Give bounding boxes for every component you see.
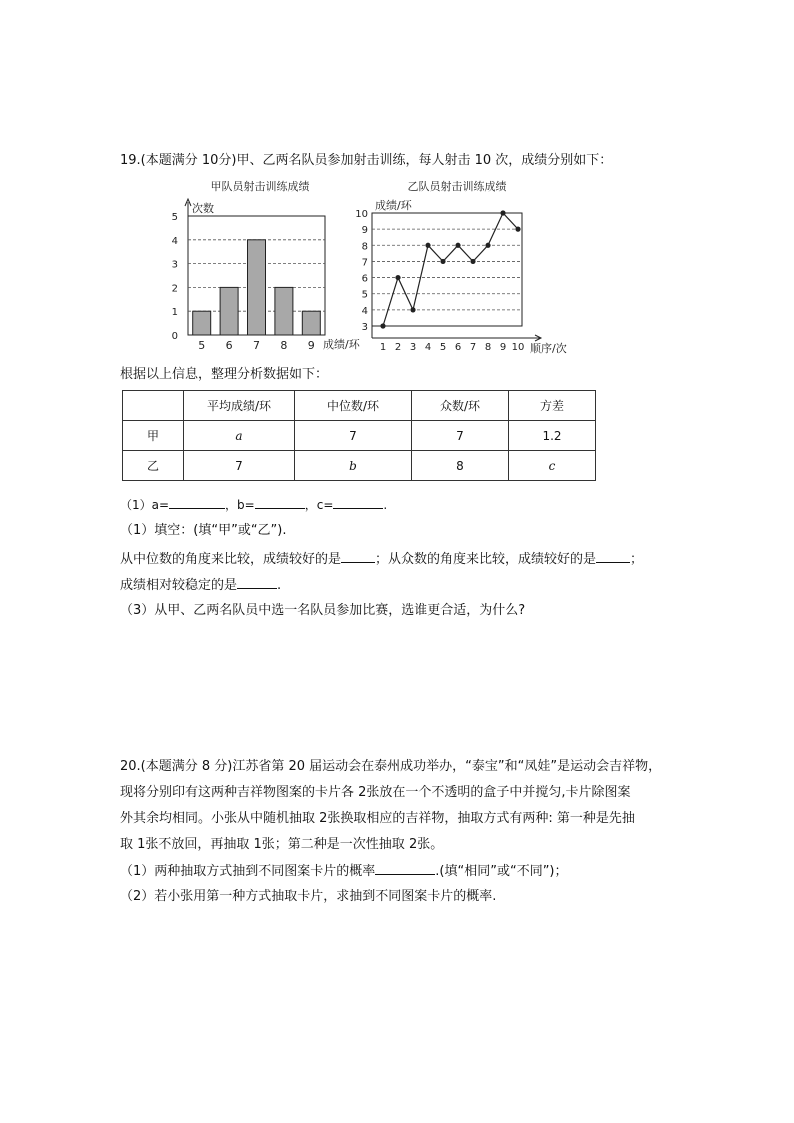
part2-text-end: . [277,578,282,593]
answer-blank-stable[interactable] [237,576,277,589]
x-tick-label: 5 [439,342,447,353]
data-point [395,275,400,280]
data-point [515,227,520,232]
x-tick-label: 10 [511,342,525,353]
answer-blank-c[interactable] [333,496,383,509]
table-header-row [123,391,596,421]
y-tick-label: 0 [171,331,178,342]
chart-title: 甲队员射击训练成绩 [210,180,310,193]
bar [302,311,320,335]
q19-part2-line1 [120,550,643,569]
answer-blank-median[interactable] [341,550,375,563]
data-point [500,210,505,215]
y-axis-label: 次数 [192,202,214,215]
row-name: 甲 [123,421,184,451]
q20-part1-end: .(填“相同”或“不同”)； [435,864,568,879]
x-tick-label: 8 [280,339,288,352]
data-point [455,243,460,248]
table-cell: 1.2 [509,421,596,451]
table-cell: 7 [184,451,295,481]
part1-prefix: （1）a= [120,498,170,512]
y-tick-label: 4 [361,305,368,317]
bar [220,287,238,335]
q20-line2: 现将分别印有这两种吉祥物图案的卡片各 2张放在一个不透明的盒子中并搅匀,卡片除图案 [120,785,631,800]
table-header-cell: 众数/环 [412,391,509,421]
x-tick-label: 7 [469,342,477,353]
part1-mid1: ，b= [225,498,255,512]
q20-part2: （2）若小张用第一种方式抽取卡片，求抽到不同图案卡片的概率. [120,889,497,904]
series-line [383,213,518,326]
table-row [123,451,596,481]
bar [193,311,211,335]
stats-table [122,390,596,481]
q20-part1 [120,862,568,881]
table-cell: 7 [412,421,509,451]
plot-frame [372,213,522,326]
x-tick-label: 4 [424,342,432,353]
part1-end: . [383,498,388,512]
y-tick-label: 7 [361,257,368,269]
x-tick-label: 6 [454,342,462,353]
data-point [410,307,415,312]
table-header-cell: 方差 [509,391,596,421]
data-point [440,259,445,264]
q19-part1 [120,496,387,514]
chart-jia-bar [165,178,360,353]
x-tick-label: 5 [198,339,206,352]
q19-part2-line2 [120,576,281,595]
y-tick-label: 3 [171,259,178,271]
y-tick-label: 3 [361,322,368,333]
x-axis-label: 成绩/环 [323,338,360,351]
y-tick-label: 2 [171,283,178,295]
x-axis-label: 顺序/次 [530,342,567,355]
q20-line4: 取 1张不放回，再抽取 1张；第二种是一次性抽取 2张。 [120,837,444,852]
y-tick-label: 8 [361,241,368,253]
q19-part2: （1）填空：(填“甲”或“乙”). [120,523,287,538]
x-tick-label: 8 [484,342,492,353]
answer-blank-mode[interactable] [596,550,630,563]
chart-yi-line [352,178,587,353]
q20-part1-text: （1）两种抽取方式抽到不同图案卡片的概率 [120,864,376,879]
table-header-cell: 中位数/环 [295,391,412,421]
x-tick-label: 9 [499,342,507,353]
y-tick-label: 5 [361,289,368,301]
x-tick-label: 9 [307,339,315,352]
answer-blank-a[interactable] [169,496,225,509]
answer-blank-b[interactable] [255,496,305,509]
data-point [485,243,490,248]
q19-part3: （3）从甲、乙两名队员中选一名队员参加比赛，选谁更合适，为什么? [120,603,526,618]
part2-text-c: ； [630,552,644,567]
y-tick-label: 9 [361,225,368,237]
chart-title: 乙队员射击训练成绩 [407,180,507,193]
x-tick-label: 7 [253,339,260,352]
part2-text-b: ；从众数的角度来比较，成绩较好的是 [375,552,597,567]
q20-line1: 20.(本题满分 8 分)江苏省第 20 届运动会在泰州成功举办，“泰宝”和“凤娃”是运动会吉祥物， [120,759,662,774]
table-cell: c [509,451,596,481]
x-tick-label: 6 [225,339,233,352]
q20-line3: 外其余均相同。小张从中随机抽取 2张换取相应的吉祥物，抽取方式有两种: 第一种是先抽 [120,811,635,826]
q19-intro: 根据以上信息，整理分析数据如下： [120,367,329,382]
row-name: 乙 [123,451,184,481]
x-tick-label: 2 [394,342,402,353]
table-header-cell: 平均成绩/环 [184,391,295,421]
answer-blank-prob[interactable] [375,862,435,875]
part1-mid2: ，c= [304,498,334,512]
data-point [470,259,475,264]
table-cell: 8 [412,451,509,481]
y-tick-label: 6 [361,273,368,285]
bar [275,287,293,335]
y-axis-label: 成绩/环 [375,199,412,212]
y-tick-label: 10 [355,209,368,220]
bar [248,240,266,335]
part2-text-stable: 成绩相对较稳定的是 [120,578,238,593]
table-header-cell [123,391,184,421]
table-cell: a [184,421,295,451]
part2-text-a: 从中位数的角度来比较，成绩较好的是 [120,552,342,567]
y-tick-label: 5 [171,212,178,223]
y-tick-label: 4 [171,235,178,247]
table-cell: 7 [295,421,412,451]
table-row [123,421,596,451]
x-tick-label: 1 [379,342,387,353]
data-point [425,243,430,248]
data-point [380,323,385,328]
y-tick-label: 1 [171,307,178,319]
q19-title: 19.(本题满分 10分)甲、乙两名队员参加射击训练，每人射击 10 次，成绩分别如下： [120,153,613,168]
x-tick-label: 3 [409,342,417,353]
table-cell: b [295,451,412,481]
